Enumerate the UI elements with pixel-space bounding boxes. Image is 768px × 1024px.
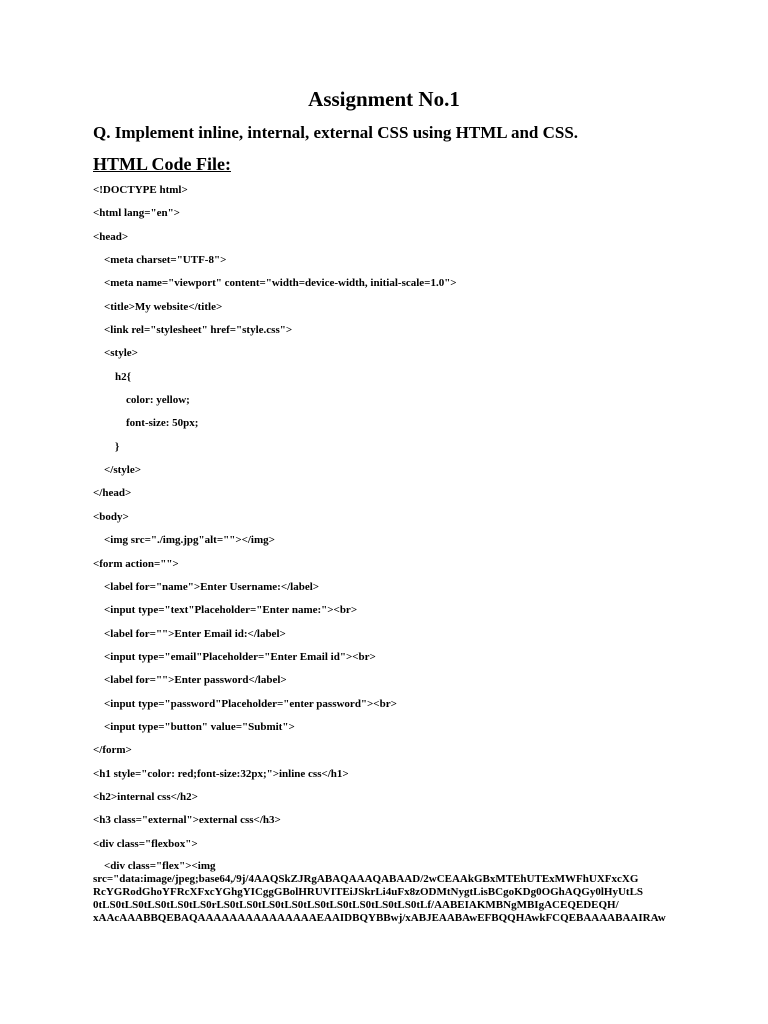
code-line: <h1 style="color: red;font-size:32px;">inline css</h1> (93, 767, 349, 780)
code-line: <input type="email"Placeholder="Enter Email id"><br> (93, 650, 376, 663)
code-line: <div class="flexbox"> (93, 837, 198, 850)
code-line: <meta name="viewport" content="width=device-width, initial-scale=1.0"> (93, 277, 457, 290)
code-line: <link rel="stylesheet" href="style.css"> (93, 324, 293, 337)
base64-line: RcYGRodGhoYFRcXFxcYGhgYICggGBolHRUVITEiJSkrLi4uFx8zODMtNygtLisBCgoKDg0OGhAQGy0lHyUtLS (93, 886, 644, 898)
code-listing (93, 182, 683, 859)
base64-line: src="data:image/jpeg;base64,/9j/4AAQSkZJRgABAQAAAQABAAD/2wCEAAkGBxMTEhUTExMWFhUXFxcXG (93, 873, 639, 885)
assignment-question: Q. Implement inline, internal, external CSS using HTML and CSS. (93, 123, 579, 142)
code-line: <!DOCTYPE html> (93, 184, 188, 196)
code-line: <h3 class="external">external css</h3> (93, 814, 281, 827)
code-line: <meta charset="UTF-8"> (93, 254, 227, 267)
code-line: <h2>internal css</h2> (93, 790, 198, 803)
section-heading: HTML Code File: (93, 154, 231, 174)
code-line: } (93, 440, 120, 453)
code-line: <form action=""> (93, 557, 179, 570)
base64-line: <div class="flex"><img (93, 860, 216, 872)
code-line: font-size: 50px; (93, 417, 199, 430)
code-line: <input type="password"Placeholder="enter password"><br> (93, 697, 397, 710)
code-line: <input type="button" value="Submit"> (93, 720, 295, 733)
code-line: color: yellow; (93, 394, 190, 407)
code-line: <label for="">Enter Email id:</label> (93, 627, 286, 640)
code-line: <title>My website</title> (93, 300, 223, 313)
code-line: <html lang="en"> (93, 207, 180, 220)
code-line: <head> (93, 230, 129, 243)
code-line: <input type="text"Placeholder="Enter name:"><br> (93, 604, 358, 617)
code-line: </style> (93, 464, 141, 477)
base64-image-block (93, 860, 678, 925)
document-title: Assignment No.1 (308, 87, 460, 111)
code-line: <body> (93, 510, 129, 523)
code-line: <label for="name">Enter Username:</label> (93, 580, 320, 593)
code-line: </head> (93, 487, 132, 500)
base64-line: 0tLS0tLS0tLS0tLS0tLS0rLS0tLS0tLS0tLS0tLS0tLS0tLS0tLS0tLS0tLf/AABEIAKMBNgMBIgACEQEDEQH/ (93, 899, 619, 911)
code-line: <style> (93, 347, 138, 360)
code-line: h2{ (93, 370, 131, 383)
code-line: </form> (93, 744, 132, 757)
code-line: <img src="./img.jpg"alt=""></img> (93, 534, 275, 547)
base64-line: xAAcAAABBQEBAQAAAAAAAAAAAAAAAEAAIDBQYBBwj/xABJEAABAwEFBQQHAwkFCQEBAAAABAAIRAw (93, 912, 666, 924)
code-line: <label for="">Enter password</label> (93, 674, 287, 687)
